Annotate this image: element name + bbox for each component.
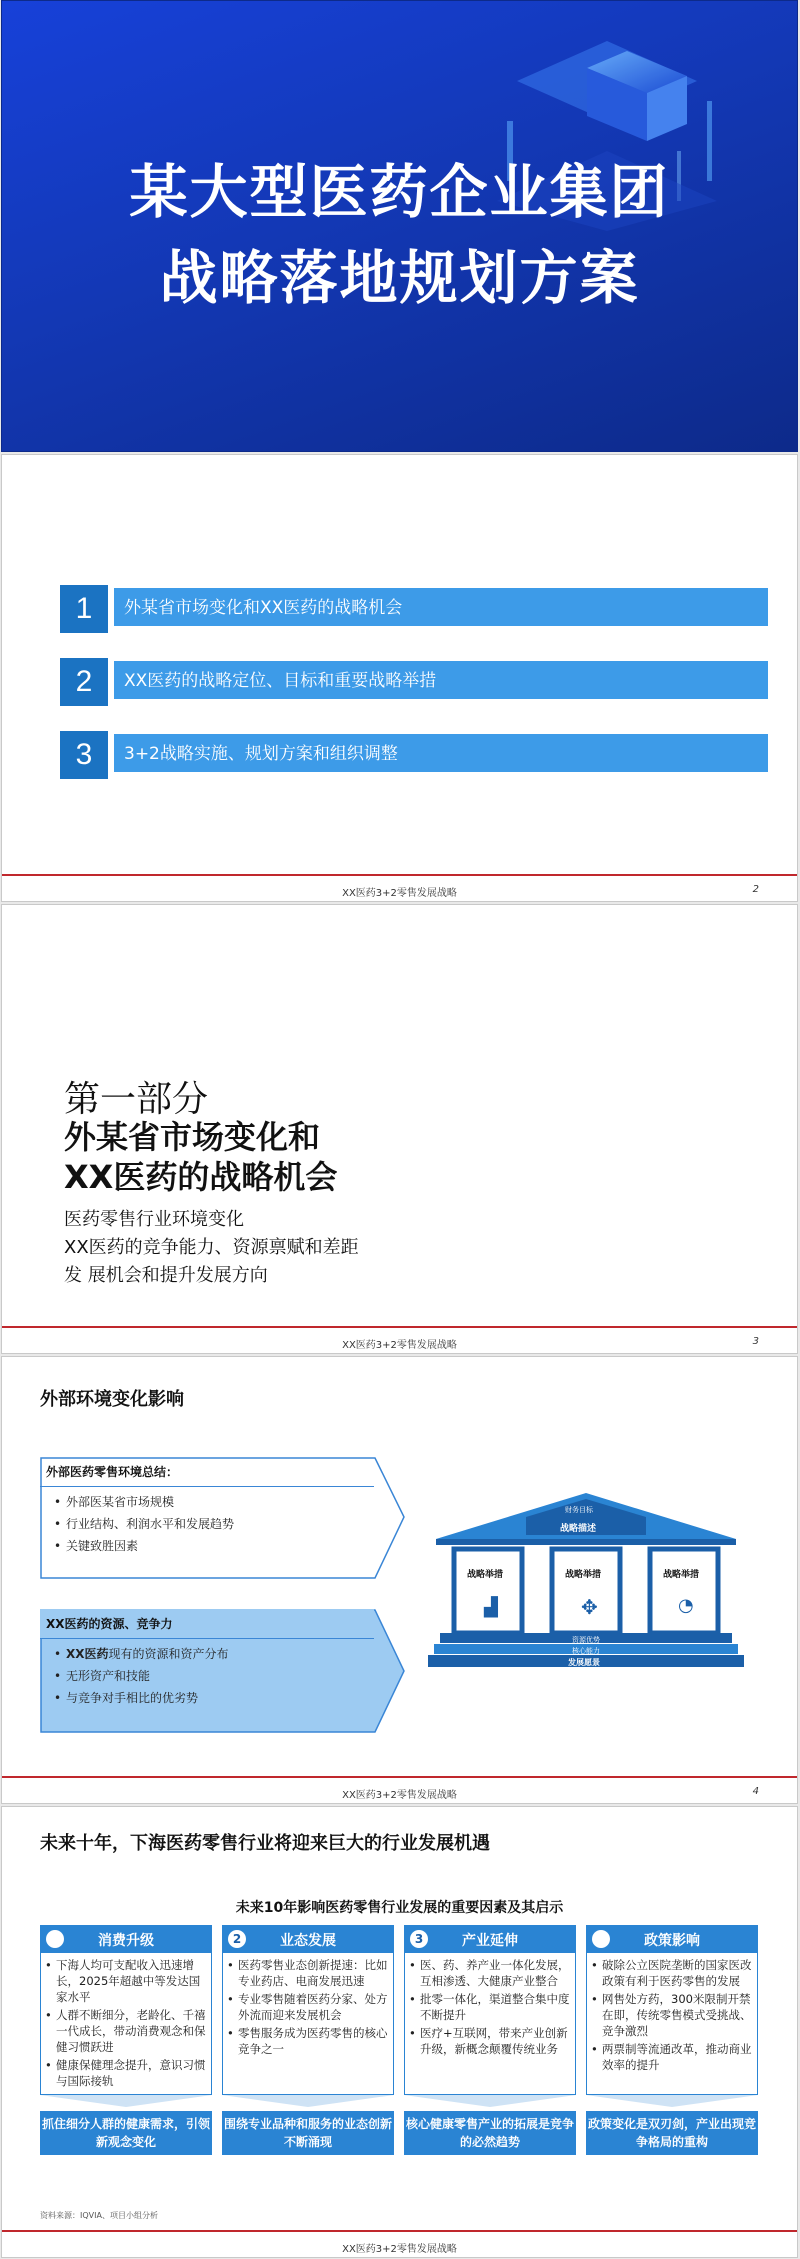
factor-column bbox=[222, 1925, 394, 2155]
agenda-label: XX医药的战略定位、目标和重要战略举措 bbox=[114, 661, 768, 699]
list-item: • 人群不断细分，老龄化、千禧一代成长，带动消费观念和保健习惯跃进 bbox=[45, 2007, 207, 2055]
column-title: 消费升级 bbox=[98, 1933, 154, 1949]
factor-column bbox=[404, 1925, 576, 2155]
list-item: • 关键致胜因素 bbox=[54, 1535, 400, 1557]
footer-text: XX医药3+2零售发展战略 bbox=[342, 1790, 457, 1801]
temple-base2: 核心能力 bbox=[572, 1647, 600, 1655]
list-item: • 医药零售业态创新提速：比如专业药店、电商发展迅速 bbox=[227, 1957, 389, 1989]
column-conclusion: 核心健康零售产业的拓展是竞争的必然趋势 bbox=[404, 2111, 576, 2155]
agenda-number: 2 bbox=[60, 658, 108, 706]
source-note: 资料来源：IQVIA、项目小组分析 bbox=[40, 2211, 158, 2220]
column-number: 2 bbox=[228, 1930, 246, 1948]
slide-footer bbox=[2, 874, 797, 901]
slide-footer bbox=[2, 2230, 797, 2257]
cover-title-line2: 战略落地规划方案 bbox=[159, 244, 640, 312]
down-arrow-icon bbox=[222, 2095, 394, 2107]
column-body bbox=[404, 1953, 576, 2095]
footer-text: XX医药3+2零售发展战略 bbox=[342, 888, 457, 899]
list-item: • 外部医某省市场规模 bbox=[54, 1491, 400, 1513]
box-title: XX医药的资源、竞争力 bbox=[40, 1609, 374, 1639]
column-body bbox=[586, 1953, 758, 2095]
section-slide bbox=[1, 904, 798, 1354]
list-item: • 零售服务成为医药零售的核心竞争之一 bbox=[227, 2025, 389, 2057]
pillar-label: 战略举措 bbox=[663, 1570, 700, 1580]
list-item: • 专业零售随着医药分家、处方外流而迎来发展机会 bbox=[227, 1991, 389, 2023]
agenda-slide bbox=[1, 454, 798, 902]
slide-footer bbox=[2, 1326, 797, 1353]
column-number: 3 bbox=[410, 1930, 428, 1948]
environment-slide bbox=[1, 1356, 798, 1804]
temple-top-label: 战略描述 bbox=[560, 1524, 597, 1534]
down-arrow-icon bbox=[586, 2095, 758, 2107]
column-header bbox=[222, 1925, 394, 1953]
cover-title bbox=[2, 149, 797, 321]
section-title-line2: XX医药的战略机会 bbox=[64, 1158, 338, 1196]
slide-footer bbox=[2, 1776, 797, 1803]
list-item-rest: 现有的资源和资产分布 bbox=[108, 1647, 229, 1661]
section-label: 第一部分 bbox=[64, 1079, 209, 1120]
pillar-label: 战略举措 bbox=[565, 1570, 602, 1580]
page-number: 2 bbox=[752, 884, 759, 895]
pillar-label: 战略举措 bbox=[467, 1570, 504, 1580]
cover-slide bbox=[1, 0, 798, 452]
agenda-label: 3+2战略实施、规划方案和组织调整 bbox=[114, 734, 768, 772]
environment-summary-box bbox=[40, 1457, 400, 1557]
resource-box bbox=[40, 1609, 400, 1709]
section-title bbox=[64, 1117, 337, 1197]
lightbulb-icon: ◔ bbox=[678, 1595, 694, 1616]
column-header bbox=[404, 1925, 576, 1953]
down-arrow-icon bbox=[40, 2095, 212, 2107]
list-item: • 两票制等流通改革，推动商业效率的提升 bbox=[591, 2041, 753, 2073]
temple-base1: 资源优势 bbox=[572, 1636, 600, 1644]
footer-text: XX医药3+2零售发展战略 bbox=[342, 2244, 457, 2255]
temple-base3: 发展愿景 bbox=[568, 1658, 600, 1667]
column-conclusion: 政策变化是双刃剑，产业出现竞争格局的重构 bbox=[586, 2111, 758, 2155]
chart-icon: ▟ bbox=[484, 1597, 498, 1618]
list-item-bold: XX医药 bbox=[66, 1647, 109, 1661]
slide-heading: 未来十年，下海医药零售行业将迎来巨大的行业发展机遇 bbox=[40, 1833, 490, 1854]
column-conclusion: 围绕专业品种和服务的业态创新不断涌现 bbox=[222, 2111, 394, 2155]
page-number: 4 bbox=[752, 1786, 759, 1797]
temple-top-small: 财务目标 bbox=[565, 1506, 593, 1514]
list-item: • 无形资产和技能 bbox=[54, 1665, 400, 1687]
list-item: • 批零一体化，渠道整合集中度不断提升 bbox=[409, 1991, 571, 2023]
agenda-number: 1 bbox=[60, 585, 108, 633]
list-item: • 网售处方药，300米限制开禁在即，传统零售模式受挑战、竞争激烈 bbox=[591, 1991, 753, 2039]
slide-subtitle: 未来10年影响医药零售行业发展的重要因素及其启示 bbox=[235, 1900, 564, 1916]
footer-text: XX医药3+2零售发展战略 bbox=[342, 1340, 457, 1351]
list-item: • 医、药、养产业一体化发展，互相渗透、大健康产业整合 bbox=[409, 1957, 571, 1989]
column-body bbox=[222, 1953, 394, 2095]
down-arrow-icon bbox=[404, 2095, 576, 2107]
list-item: • 行业结构、利润水平和发展趋势 bbox=[54, 1513, 400, 1535]
agenda-item bbox=[60, 585, 738, 627]
column-conclusion: 抓住细分人群的健康需求，引领新观念变化 bbox=[40, 2111, 212, 2155]
move-arrows-icon: ✥ bbox=[581, 1595, 598, 1619]
list-item: • 破除公立医院垄断的国家医改政策有利于医药零售的发展 bbox=[591, 1957, 753, 1989]
column-header bbox=[586, 1925, 758, 1953]
page-number: 3 bbox=[752, 1336, 759, 1347]
column-title: 政策影响 bbox=[644, 1933, 700, 1949]
section-subtitle: 发 展机会和提升发展方向 bbox=[64, 1265, 268, 1286]
box-title: 外部医药零售环境总结： bbox=[40, 1457, 374, 1487]
section-subtitle: 医药零售行业环境变化 bbox=[64, 1209, 244, 1230]
column-title: 产业延伸 bbox=[462, 1933, 518, 1949]
list-item: • 健康保健理念提升，意识习惯与国际接轨 bbox=[45, 2057, 207, 2089]
agenda-item bbox=[60, 658, 738, 700]
agenda-number: 3 bbox=[60, 731, 108, 779]
factor-column bbox=[586, 1925, 758, 2155]
cover-title-line1: 某大型医药企业集团 bbox=[129, 158, 670, 226]
agenda-item bbox=[60, 731, 738, 773]
list-item: • 与竞争对手相比的优劣势 bbox=[54, 1687, 400, 1709]
column-header bbox=[40, 1925, 212, 1953]
list-item: • 医疗+互联网，带来产业创新升级，新概念颠覆传统业务 bbox=[409, 2025, 571, 2057]
section-subtitle: XX医药的竞争能力、资源禀赋和差距 bbox=[64, 1237, 359, 1258]
agenda-label: 外某省市场变化和XX医药的战略机会 bbox=[114, 588, 768, 626]
factor-column bbox=[40, 1925, 212, 2155]
column-title: 业态发展 bbox=[280, 1933, 336, 1949]
opportunity-slide bbox=[1, 1806, 798, 2258]
slide-heading: 外部环境变化影响 bbox=[40, 1389, 184, 1410]
column-body bbox=[40, 1953, 212, 2095]
section-title-line1: 外某省市场变化和 bbox=[64, 1118, 321, 1156]
list-item: • 下海人均可支配收入迅速增长，2025年超越中等发达国家水平 bbox=[45, 1957, 207, 2005]
list-item bbox=[54, 1643, 400, 1665]
